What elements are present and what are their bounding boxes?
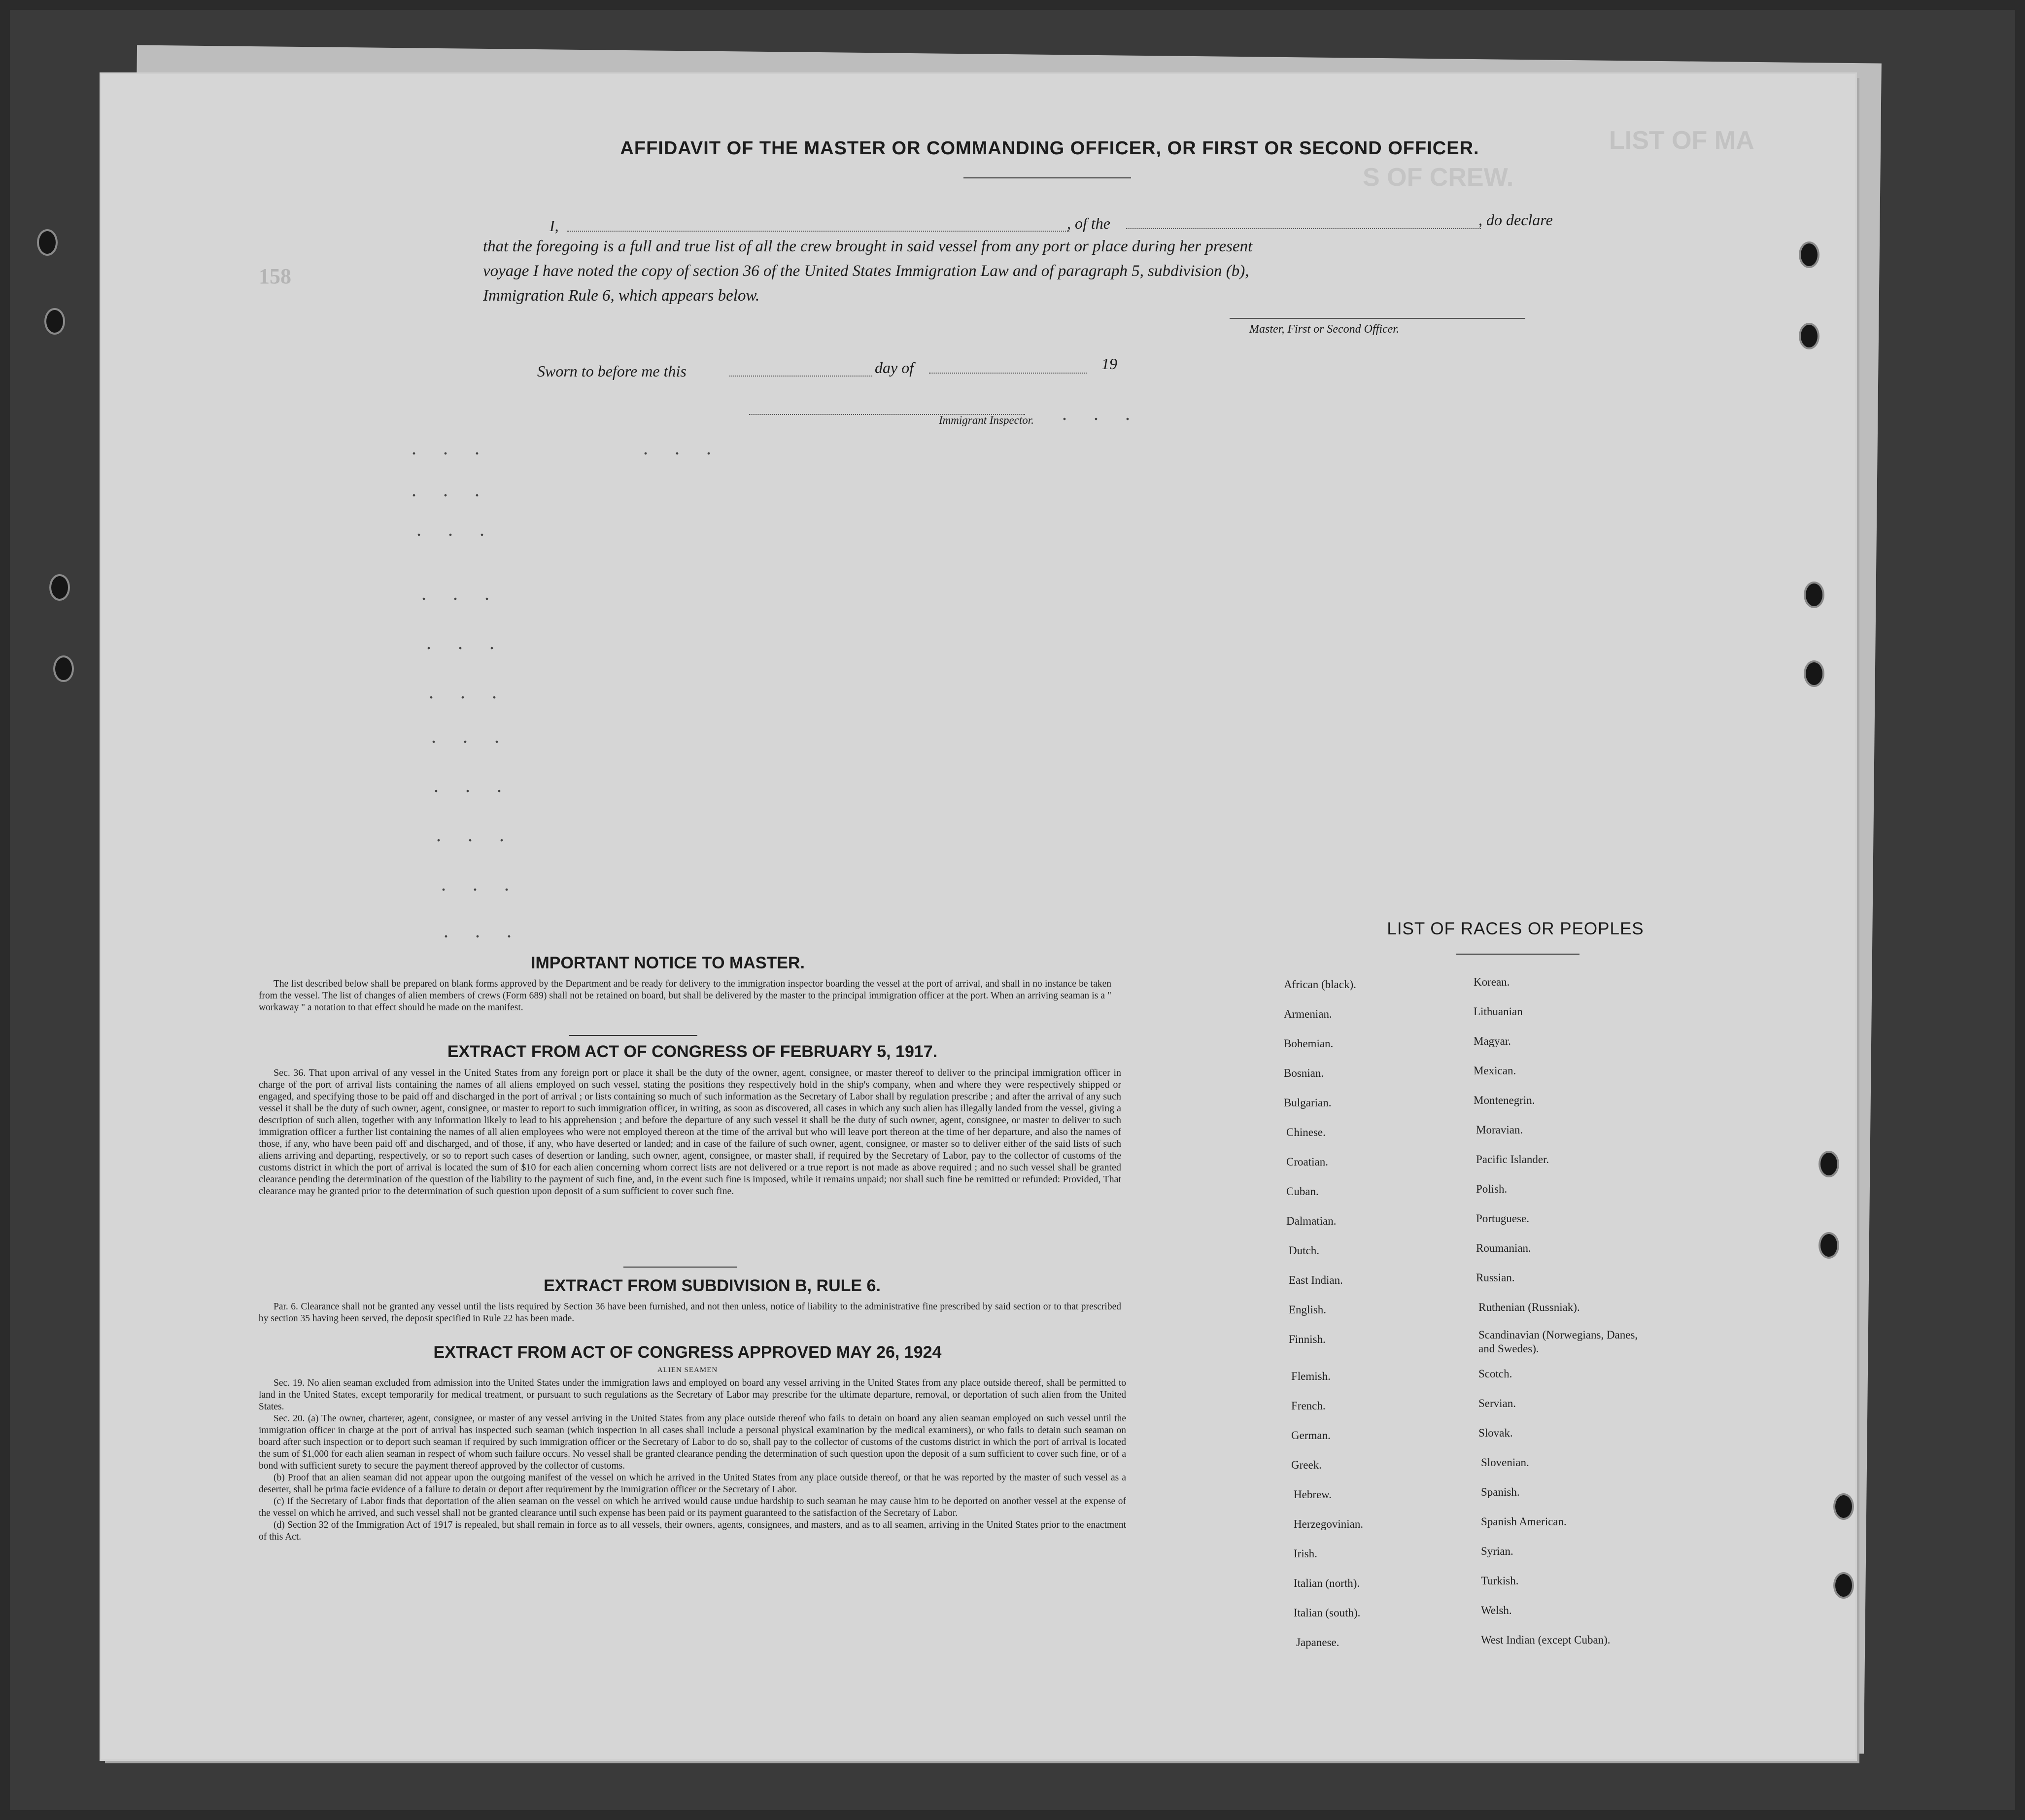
race-item: Bohemian. [1284,1037,1334,1050]
race-item: Syrian. [1481,1545,1513,1557]
binder-hole [44,308,65,335]
race-item: Dalmatian. [1286,1215,1337,1227]
race-item: Polish. [1476,1183,1508,1195]
master-signature-line[interactable] [1230,318,1525,319]
sec-36-paragraph: Sec. 36. That upon arrival of any vessel in the United States from any foreign port or place it shall be the duty of the owner, agent, consignee, or master thereof to deliver to the principal immigration officer in charge of the port of arrival lists containing the names of all aliens employed on such vessel, stating the positions they respectively hold in the ship's company, when and where they were respectively shipped or engaged, and specifying those to be paid off and discharged in the port of arrival ; or lists containing so much of such information as the Secretary of Labor shall by regulation prescribe ; and after the arrival of any such vessel it shall be the duty of such owner, agent, consignee, or master to report to such immigration officer, in writing, as soon as discovered, all cases in which any such alien has illegally landed from the vessel, giving a description of such alien, together with any information likely to lead to his apprehension ; and before the departure of any such vessel it shall be the duty of such owner, agent, consignee, or master to deliver to such immigration officer a further list containing the names of all alien employees who were not employed thereon at the time of the arrival but who will leave port thereon at the time of her departure, and also the names of those, if any, who have been paid off and discharged, and of those, if any, who have deserted or landed; and in case of the failure of such owner, agent, consignee, or master so to deliver either of the said lists of such aliens arriving and departing, respectively, or so to report such cases of desertion or landing, such owner, agent, consignee, or master shall, if required by the Secretary of Labor, pay to the collector of customs of the customs district in which the port of arrival is located the sum of $10 for each alien concerning whom correct lists are not delivered or a true report is not made as above required ; and no such vessel shall be granted clearance pending the determination of the question of the liability to the payment of such fine, and, in the event such fine is imposed, while it remains unpaid; nor shall such fine be remitted or refunded: Provided, That clearance may be granted prior to the determination of such question upon deposit of a sum sufficient to cover such fine. [259,1067,1121,1197]
bleed-dots: . . . [412,437,490,459]
bleed-dots: . . . [434,774,513,796]
sec-20a-paragraph: Sec. 20. (a) The owner, charterer, agent, consignee, or master of any vessel arriving in the United States from any place outside thereof who fails to detain on board any alien seaman employed on such vessel until the immigration officer in charge at the port of arrival has inspected such seaman (which inspection in all cases shall include a personal physical examination by the medical examiners), or who fails to detain such seaman on board after such inspection or to deport such seaman if required by such immigration officer or the Secretary of Labor to do so, shall pay to the collector of customs of the customs district in which the port of arrival is located the sum of $1,000 for each alien seaman in respect of whom such failure occurs. No vessel shall be granted clearance pending the determination of such question upon the deposit of a sum sufficient to cover such fine, or of a bond with sufficient surety to secure the payment thereof approved by the collector of customs. [259,1413,1126,1471]
race-item: Montenegrin. [1474,1094,1535,1106]
race-item: Ruthenian (Russniak). [1478,1301,1580,1313]
sworn-day-line[interactable] [729,376,872,377]
race-item: Slovak. [1478,1427,1513,1439]
race-item: Flemish. [1291,1370,1331,1382]
binder-hole [1819,1151,1839,1177]
notice-paragraph: The list described below shall be prepared on blank forms approved by the Department and be ready for delivery to the immigration inspector boarding the vessel at the port of arrival, and shall in no instance be taken from the vessel. The list of changes of alien members of crews (Form 689) shall not be retained on board, but shall be delivered by the master to the principal immigration officer at the port. When an arriving seaman is a " workaway " a notation to that effect should be made on the manifest. [259,979,1111,1013]
affidavit-do-declare: , do declare [1478,211,1553,229]
notice-divider [569,1035,697,1036]
notice-text [259,978,1111,1014]
race-item: Chinese. [1286,1126,1326,1138]
race-item: English. [1289,1304,1327,1316]
affidavit-body-line-2: voyage I have noted the copy of section 36 of the United States Immigration Law and of paragraph 5, subdivision (b), [483,262,1249,280]
race-item: Italian (north). [1294,1577,1360,1589]
extract-1924-text [259,1377,1126,1543]
notice-title: IMPORTANT NOTICE TO MASTER. [531,954,805,972]
year-prefix: 19 [1101,355,1117,373]
bleed-dots: . . . [1062,402,1141,424]
race-item: Bosnian. [1284,1067,1324,1079]
affidavit-i-label: I, [549,217,559,235]
sec-20d-paragraph: (d) Section 32 of the Immigration Act of 1917 is repealed, but shall remain in force as to all vessels, their owners, agents, consignees, and masters, and as to all seamen, arriving in the United States prior to the enactment of this Act. [259,1520,1126,1542]
sec-20b-paragraph: (b) Proof that an alien seaman did not appear upon the outgoing manifest of the vessel on which he arrived in the United States from any place outside thereof, or that he was reported by the master of such vessel as a deserter, shall be prima facie evidence of a failure to detain or deport after requirement by the immigration officer or the Secretary of Labor. [259,1473,1126,1495]
binder-hole [1833,1572,1854,1599]
affidavit-title-underline [963,177,1131,178]
affidavit-body-line-1: that the foregoing is a full and true list of all the crew brought in said vessel from any port or place during her present [483,238,1253,255]
sec-19-paragraph: Sec. 19. No alien seaman excluded from admission into the United States under the immigration laws and employed on board any vessel arriving in the United States from any place outside thereof, shall be permitted to land in the United States, except temporarily for medical treatment, or pursuant to such regulations as the Secretary of Labor may prescribe for the ultimate departure, removal, or deportation of such alien from the United States. [259,1378,1126,1412]
bleed-dots: . . . [431,725,510,747]
race-item: Scandinavian (Norwegians, Danes, and Swedes). [1478,1329,1638,1355]
bleed-dots: . . . [416,518,495,540]
sec-20c-paragraph: (c) If the Secretary of Labor finds that deportation of the alien seaman on the vessel on which he arrived would cause undue hardship to such seaman he may cause him to be deported on another vessel at the expense of the vessel on which he arrived, and such vessel shall not be granted clearance until such expense has been paid or its payment guaranteed to the satisfaction of the Secretary of Labor. [259,1496,1126,1518]
race-item: French. [1291,1400,1326,1412]
races-title: LIST OF RACES OR PEOPLES [1387,919,1644,938]
extract-rule6-title: EXTRACT FROM SUBDIVISION B, RULE 6. [544,1276,881,1295]
alien-seamen-subtitle: ALIEN SEAMEN [657,1366,718,1374]
binder-hole [1804,582,1824,608]
race-item: Pacific Islander. [1476,1153,1549,1166]
race-item: Irish. [1294,1547,1317,1560]
race-item: Korean. [1474,976,1510,988]
affidavit-body [483,209,1577,308]
race-item: East Indian. [1289,1274,1343,1286]
race-item: Herzegovinian. [1294,1518,1364,1530]
binder-hole [1799,241,1819,268]
manifest-page [101,74,1855,1759]
race-item: Hebrew. [1294,1488,1332,1501]
sworn-month-line[interactable] [929,373,1087,374]
bleed-list-header: LIST OF MA [1609,126,1754,155]
race-item: African (black). [1284,978,1356,991]
race-item: Greek. [1291,1459,1322,1471]
bleed-dots: . . . [412,479,490,501]
bleed-dots: . . . [441,873,520,895]
race-item: Portuguese. [1476,1212,1529,1225]
race-item: Croatian. [1286,1156,1328,1168]
race-item: Spanish. [1481,1486,1520,1498]
affidavit-title: AFFIDAVIT OF THE MASTER OR COMMANDING OFFICER, OR FIRST OR SECOND OFFICER. [620,138,1479,159]
bleed-dots: . . . [643,437,722,459]
extract-1917-text [259,1067,1121,1197]
bleed-dots: . . . [436,824,515,846]
bleed-crew-header: S OF CREW. [1363,163,1514,192]
bleed-dots: . . . [444,920,522,942]
extract-1917-divider [623,1267,737,1268]
race-item: Turkish. [1481,1575,1519,1587]
race-item: Russian. [1476,1271,1515,1284]
race-item: Lithuanian [1474,1005,1523,1018]
par-6-paragraph: Par. 6. Clearance shall not be granted any vessel until the lists required by Section 36 have been furnished, and not then unless, notice of liability to the administrative fine prescribed by said section or to that prescribed by section 35 having been served, the deposit specified in Rule 22 has been made. [259,1302,1121,1324]
affidavit-of-the-label: , of the [1067,214,1110,232]
extract-1924-title: EXTRACT FROM ACT OF CONGRESS APPROVED MAY 26, 1924 [433,1343,942,1362]
master-signature-label: Master, First or Second Officer. [1249,323,1399,336]
race-item: Roumanian. [1476,1242,1531,1254]
race-item: Welsh. [1481,1604,1512,1616]
race-item: Servian. [1478,1397,1516,1409]
race-item: West Indian (except Cuban). [1481,1634,1611,1646]
race-item: Scotch. [1478,1368,1512,1380]
bleed-dots: . . . [421,582,500,604]
bleed-dots: . . . [429,681,508,703]
race-item: Magyar. [1474,1035,1511,1047]
extract-1917-title: EXTRACT FROM ACT OF CONGRESS OF FEBRUARY 5, 1917. [447,1042,938,1061]
binder-hole [1804,660,1824,687]
race-item: Moravian. [1476,1124,1523,1136]
inspector-label: Immigrant Inspector. [939,414,1034,426]
binder-hole [1799,323,1819,349]
binder-hole [1833,1493,1854,1520]
binder-hole [37,229,58,256]
races-title-underline [1456,954,1579,955]
day-of-label: day of [875,359,914,377]
bleed-dots: . . . [426,631,505,653]
sworn-label: Sworn to before me this [537,362,686,380]
race-item: Bulgarian. [1284,1097,1332,1109]
affidavit-body-line-3: Immigration Rule 6, which appears below. [483,287,760,305]
race-item: Finnish. [1289,1333,1326,1345]
race-item: Dutch. [1289,1244,1319,1257]
race-item: Spanish American. [1481,1515,1567,1528]
race-item: German. [1291,1429,1331,1442]
race-item: Cuban. [1286,1185,1319,1198]
binder-hole [49,574,70,601]
race-item: Mexican. [1474,1065,1516,1077]
binder-hole [1819,1232,1839,1259]
race-item: Japanese. [1296,1636,1339,1648]
extract-rule6-text [259,1301,1121,1325]
race-item: Slovenian. [1481,1456,1529,1469]
bleed-margin-number: 158 [259,264,291,288]
binder-hole [53,655,74,682]
race-item: Italian (south). [1294,1607,1361,1619]
race-item: Armenian. [1284,1008,1332,1020]
